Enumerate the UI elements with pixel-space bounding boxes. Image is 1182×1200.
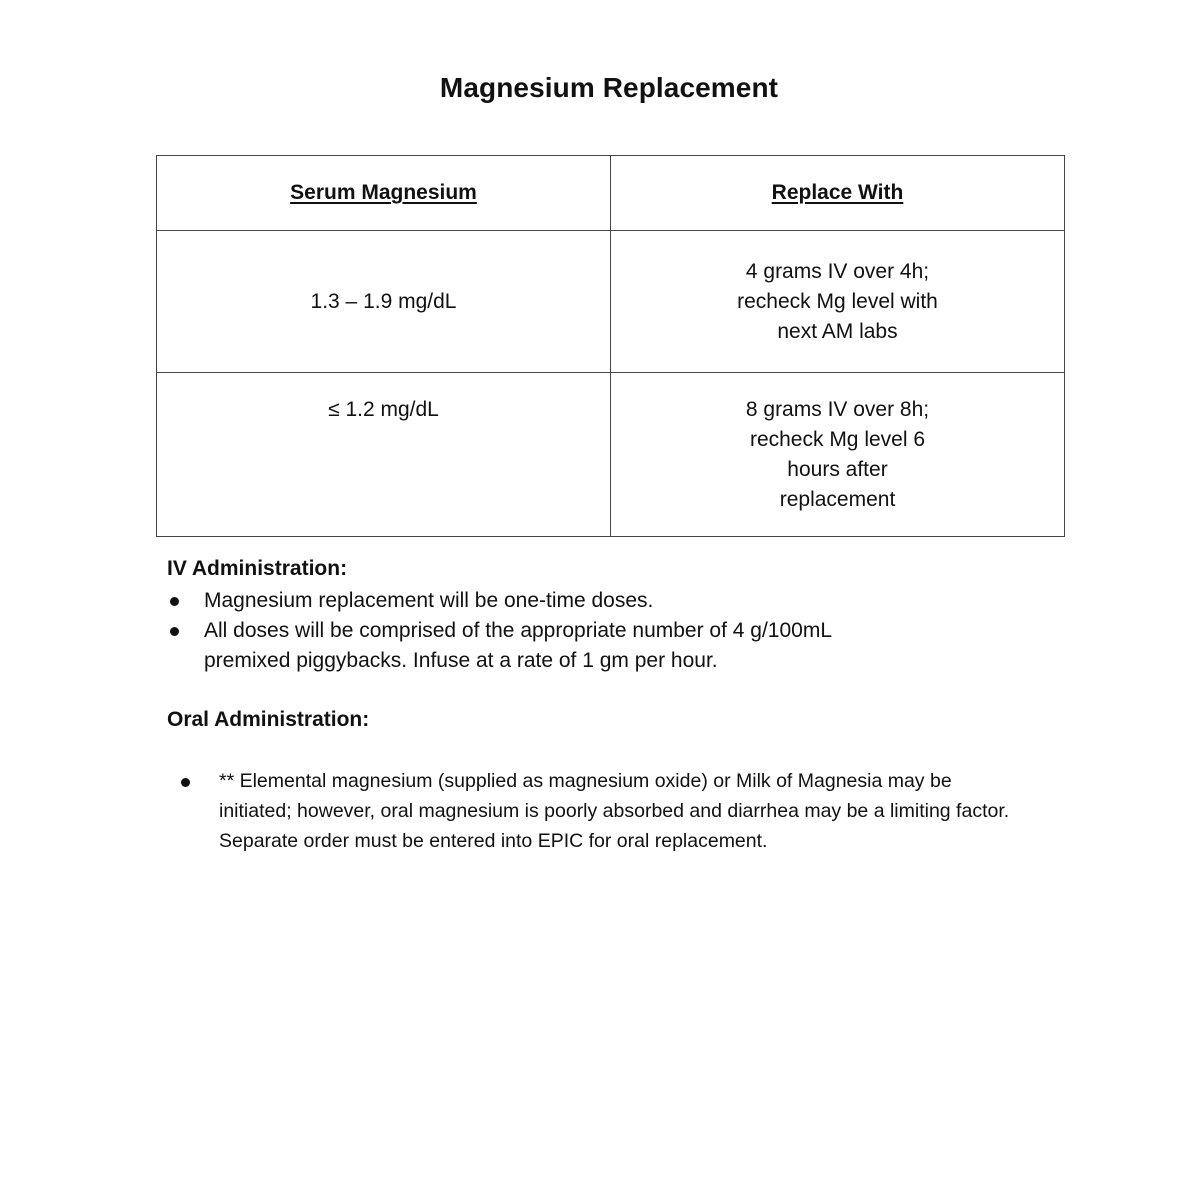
list-item-text: All doses will be comprised of the appropriate number of 4 g/100mL premixed piggybacks. Infuse at a rate of 1 gm per hour. (204, 619, 832, 672)
serum-level-cell: ≤ 1.2 mg/dL (157, 373, 611, 537)
list-item (204, 586, 884, 616)
replacement-cell (611, 231, 1065, 373)
oral-administration-heading: Oral Administration: (167, 708, 370, 731)
bullet-icon (170, 627, 179, 636)
magnesium-replacement-table (156, 155, 1065, 537)
iv-administration-list (204, 586, 884, 676)
list-item (219, 766, 1019, 856)
header-serum-magnesium: Serum Magnesium (157, 156, 611, 231)
iv-administration-heading: IV Administration: (167, 557, 348, 580)
table-header-row (157, 156, 1065, 231)
replacement-text: 4 grams IV over 4h; recheck Mg level with next AM labs (737, 259, 938, 343)
header-replace-with: Replace With (611, 156, 1065, 231)
bullet-icon (170, 597, 179, 606)
list-item-text: Magnesium replacement will be one-time doses. (204, 589, 654, 612)
oral-administration-list (219, 766, 1019, 856)
list-item (204, 616, 884, 676)
table-row (157, 231, 1065, 373)
bullet-icon (181, 778, 190, 787)
replacement-text: 8 grams IV over 8h; recheck Mg level 6 hours after replacement (745, 398, 930, 511)
replacement-cell (611, 373, 1065, 537)
serum-level-cell: 1.3 – 1.9 mg/dL (157, 231, 611, 373)
list-item-text: ** Elemental magnesium (supplied as magnesium oxide) or Milk of Magnesia may be initiated; however, oral magnesium is poorly absorbed and diarrhea may be a limiting factor. Separate order must be entered into EPIC for oral replacement. (219, 770, 1010, 852)
page-title: Magnesium Replacement (439, 72, 779, 103)
table-row (157, 373, 1065, 537)
